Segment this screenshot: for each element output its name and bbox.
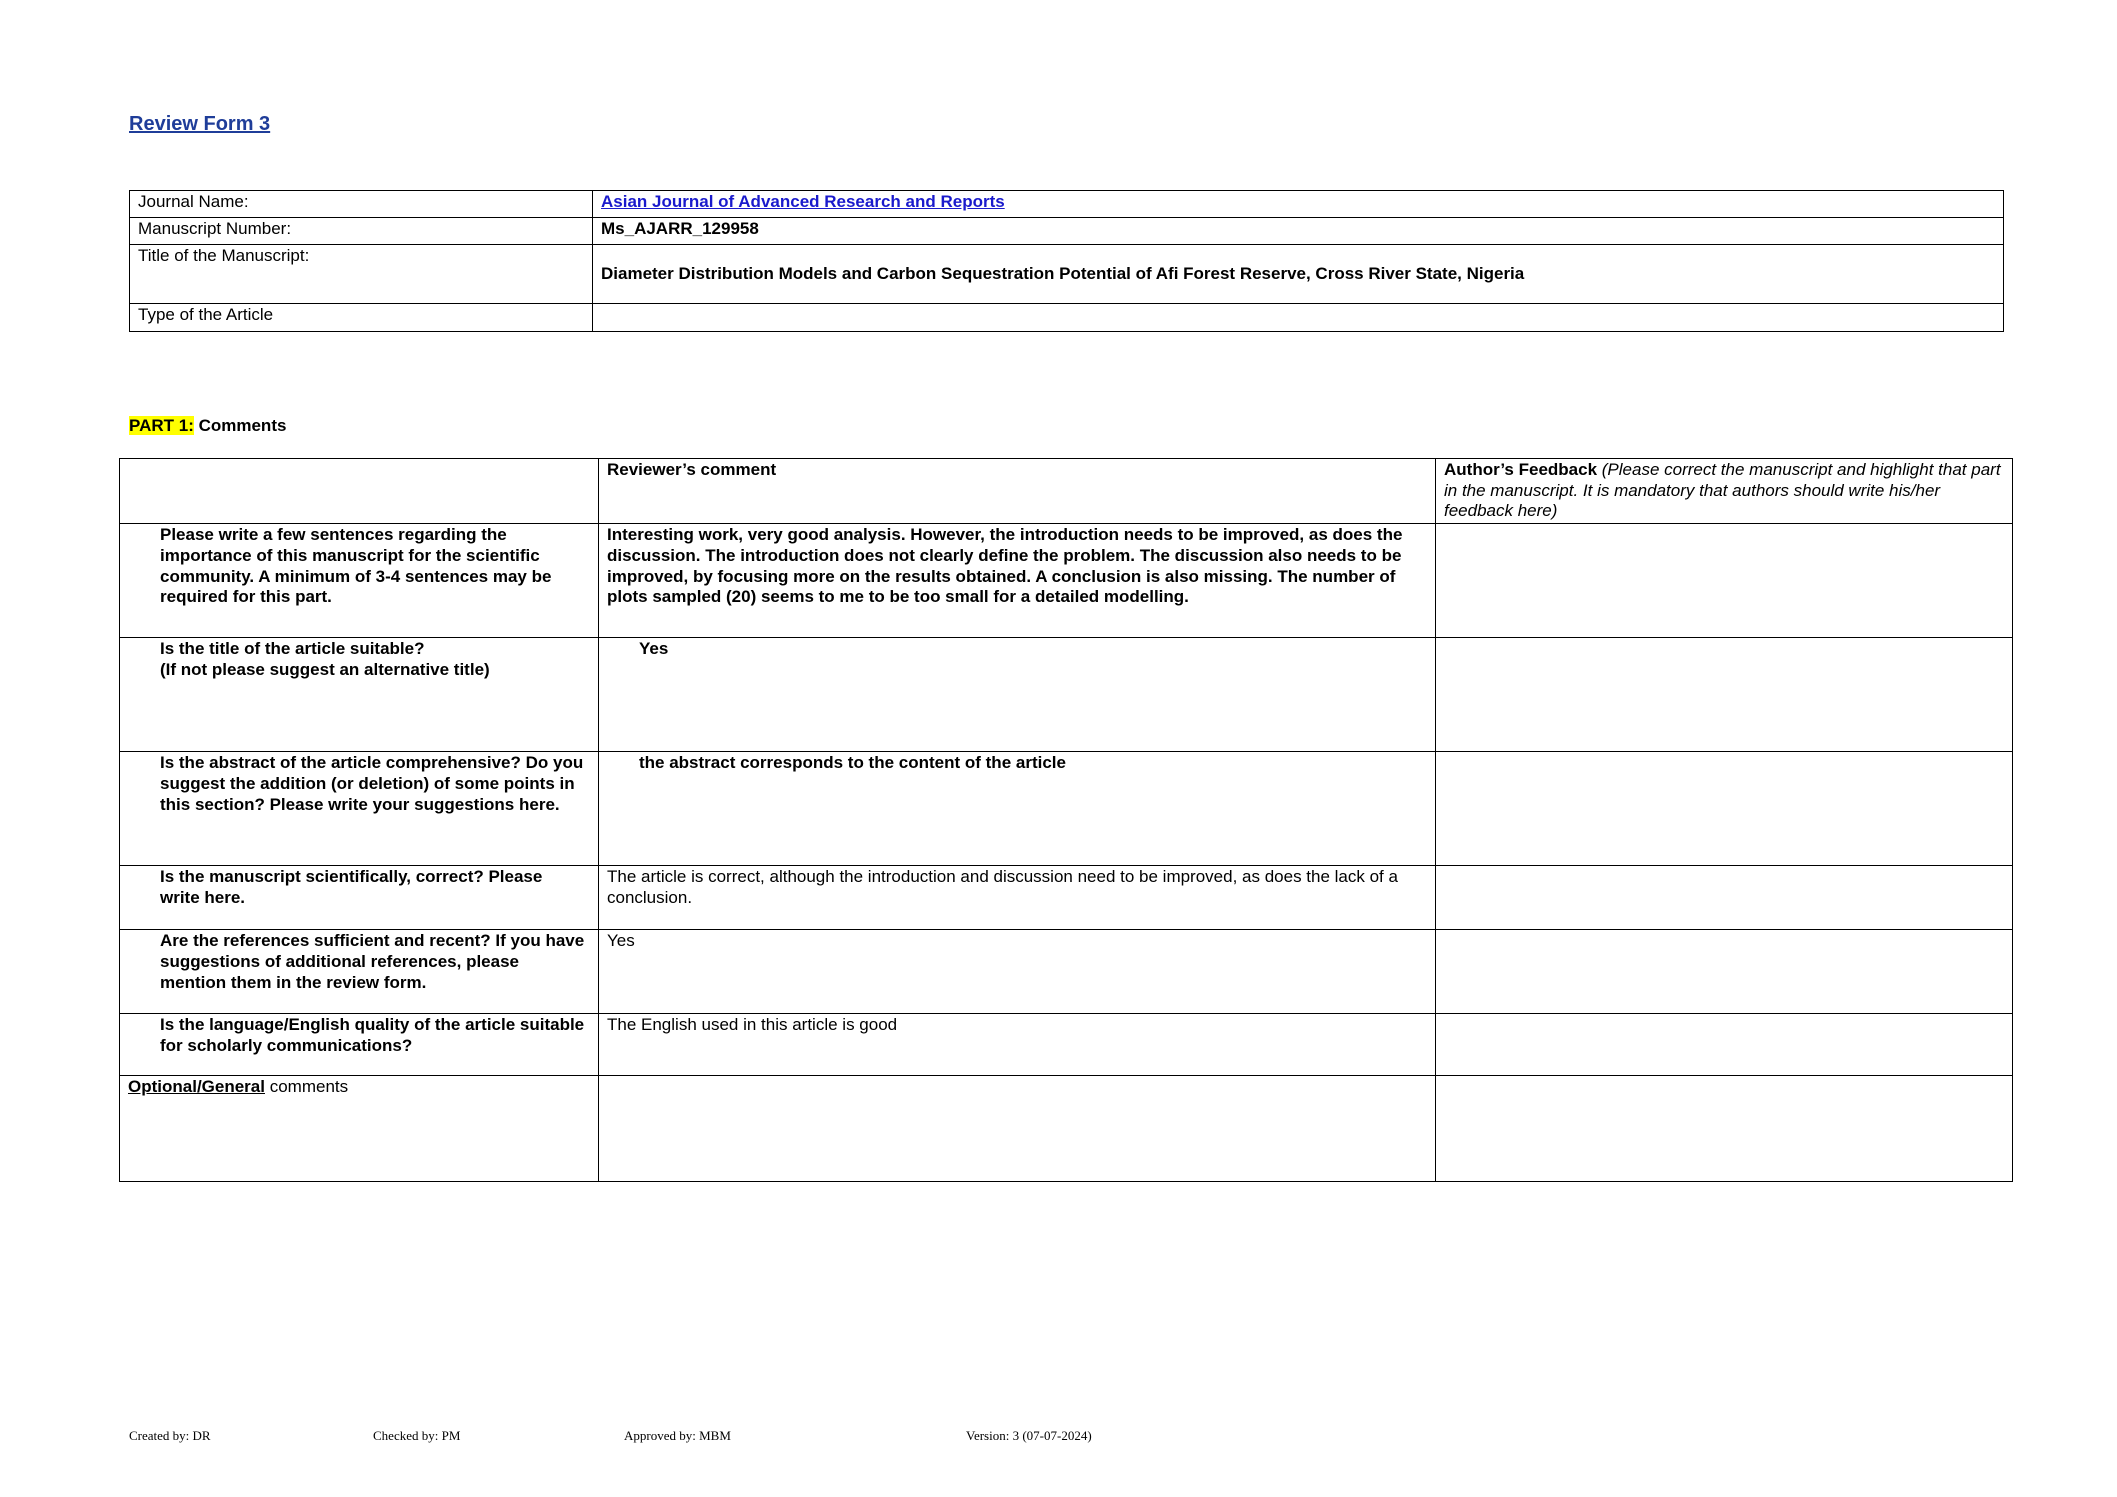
header-reviewer-comment: Reviewer’s comment bbox=[599, 459, 1436, 524]
info-row-title bbox=[130, 245, 2004, 304]
question-title-suitable bbox=[120, 638, 599, 752]
question-abstract: Is the abstract of the article comprehensive? Do you suggest the addition (or deletion) of some points in this section? Please write your suggestions here. bbox=[120, 752, 599, 866]
article-type-value bbox=[593, 304, 2004, 332]
author-feedback-cell[interactable] bbox=[1436, 638, 2013, 752]
journal-name-label: Journal Name: bbox=[130, 191, 593, 218]
table-row bbox=[120, 638, 2013, 752]
table-row bbox=[120, 524, 2013, 638]
article-type-label: Type of the Article bbox=[130, 304, 593, 332]
header-author-feedback bbox=[1436, 459, 2013, 524]
table-row bbox=[120, 866, 2013, 930]
optional-reviewer-comment[interactable] bbox=[599, 1076, 1436, 1182]
optional-author-feedback[interactable] bbox=[1436, 1076, 2013, 1182]
question-title-line1: Is the title of the article suitable? bbox=[160, 639, 425, 659]
optional-comments-suffix: comments bbox=[264, 1077, 349, 1097]
comments-table bbox=[119, 458, 2013, 1182]
info-row-article-type bbox=[130, 304, 2004, 332]
manuscript-title-value: Diameter Distribution Models and Carbon Sequestration Potential of Afi Forest Reserve, Cross River State, Nigeria bbox=[593, 245, 2004, 304]
footer-version: Version: 3 (07-07-2024) bbox=[966, 1428, 1092, 1443]
manuscript-number-label: Manuscript Number: bbox=[130, 218, 593, 245]
part-1-label: PART 1: bbox=[129, 416, 194, 435]
table-row bbox=[120, 752, 2013, 866]
question-importance: Please write a few sentences regarding the importance of this manuscript for the scientific community. A minimum of 3-4 sentences may be required for this part. bbox=[120, 524, 599, 638]
author-feedback-cell[interactable] bbox=[1436, 524, 2013, 638]
info-row-manuscript-number bbox=[130, 218, 2004, 245]
question-references: Are the references sufficient and recent? If you have suggestions of additional references, please mention them in the review form. bbox=[120, 930, 599, 1014]
author-feedback-title: Author’s Feedback bbox=[1444, 460, 1598, 479]
optional-general-label: Optional/General bbox=[128, 1077, 265, 1097]
footer-approved-by: Approved by: MBM bbox=[624, 1428, 731, 1443]
journal-name-value bbox=[593, 191, 2004, 218]
reviewer-answer: The article is correct, although the introduction and discussion need to be improved, as does the lack of a conclusion. bbox=[599, 866, 1436, 930]
author-feedback-cell[interactable] bbox=[1436, 930, 2013, 1014]
manuscript-title-label: Title of the Manuscript: bbox=[130, 245, 593, 304]
part-1-heading bbox=[129, 416, 286, 436]
author-feedback-cell[interactable] bbox=[1436, 752, 2013, 866]
reviewer-answer: The English used in this article is good bbox=[599, 1014, 1436, 1076]
header-empty-cell bbox=[120, 459, 599, 524]
part-1-title: Comments bbox=[193, 416, 287, 435]
table-row bbox=[120, 930, 2013, 1014]
question-language: Is the language/English quality of the article suitable for scholarly communications? bbox=[120, 1014, 599, 1076]
author-feedback-cell[interactable] bbox=[1436, 1014, 2013, 1076]
author-feedback-cell[interactable] bbox=[1436, 866, 2013, 930]
manuscript-info-table bbox=[129, 190, 2004, 332]
optional-comments-label bbox=[120, 1076, 599, 1182]
info-row-journal bbox=[130, 191, 2004, 218]
reviewer-answer: Yes bbox=[599, 930, 1436, 1014]
reviewer-answer: Yes bbox=[599, 638, 1436, 752]
manuscript-number-value: Ms_AJARR_129958 bbox=[593, 218, 2004, 245]
footer-created-by: Created by: DR bbox=[129, 1428, 211, 1443]
comments-header-row bbox=[120, 459, 2013, 524]
form-title: Review Form 3 bbox=[129, 113, 271, 135]
reviewer-answer: Interesting work, very good analysis. However, the introduction needs to be improved, as does the discussion. The introduction does not clearly define the problem. The discussion also needs to be improved, by focusing more on the results obtained. A conclusion is also missing. The number of plots sampled (20) seems to me to be too small for a detailed modelling. bbox=[599, 524, 1436, 638]
journal-name-link[interactable]: Asian Journal of Advanced Research and Reports bbox=[601, 192, 1005, 211]
author-feedback-note: (Please correct the manuscript and highlight that part in the manuscript. It is mandatory that authors should write his/her feedback here) bbox=[1444, 460, 2001, 521]
table-row bbox=[120, 1014, 2013, 1076]
optional-comments-row bbox=[120, 1076, 2013, 1182]
footer-checked-by: Checked by: PM bbox=[373, 1428, 461, 1443]
reviewer-answer: the abstract corresponds to the content of the article bbox=[599, 752, 1436, 866]
question-scientific: Is the manuscript scientifically, correct? Please write here. bbox=[120, 866, 599, 930]
question-title-line2: (If not please suggest an alternative title) bbox=[160, 659, 490, 679]
